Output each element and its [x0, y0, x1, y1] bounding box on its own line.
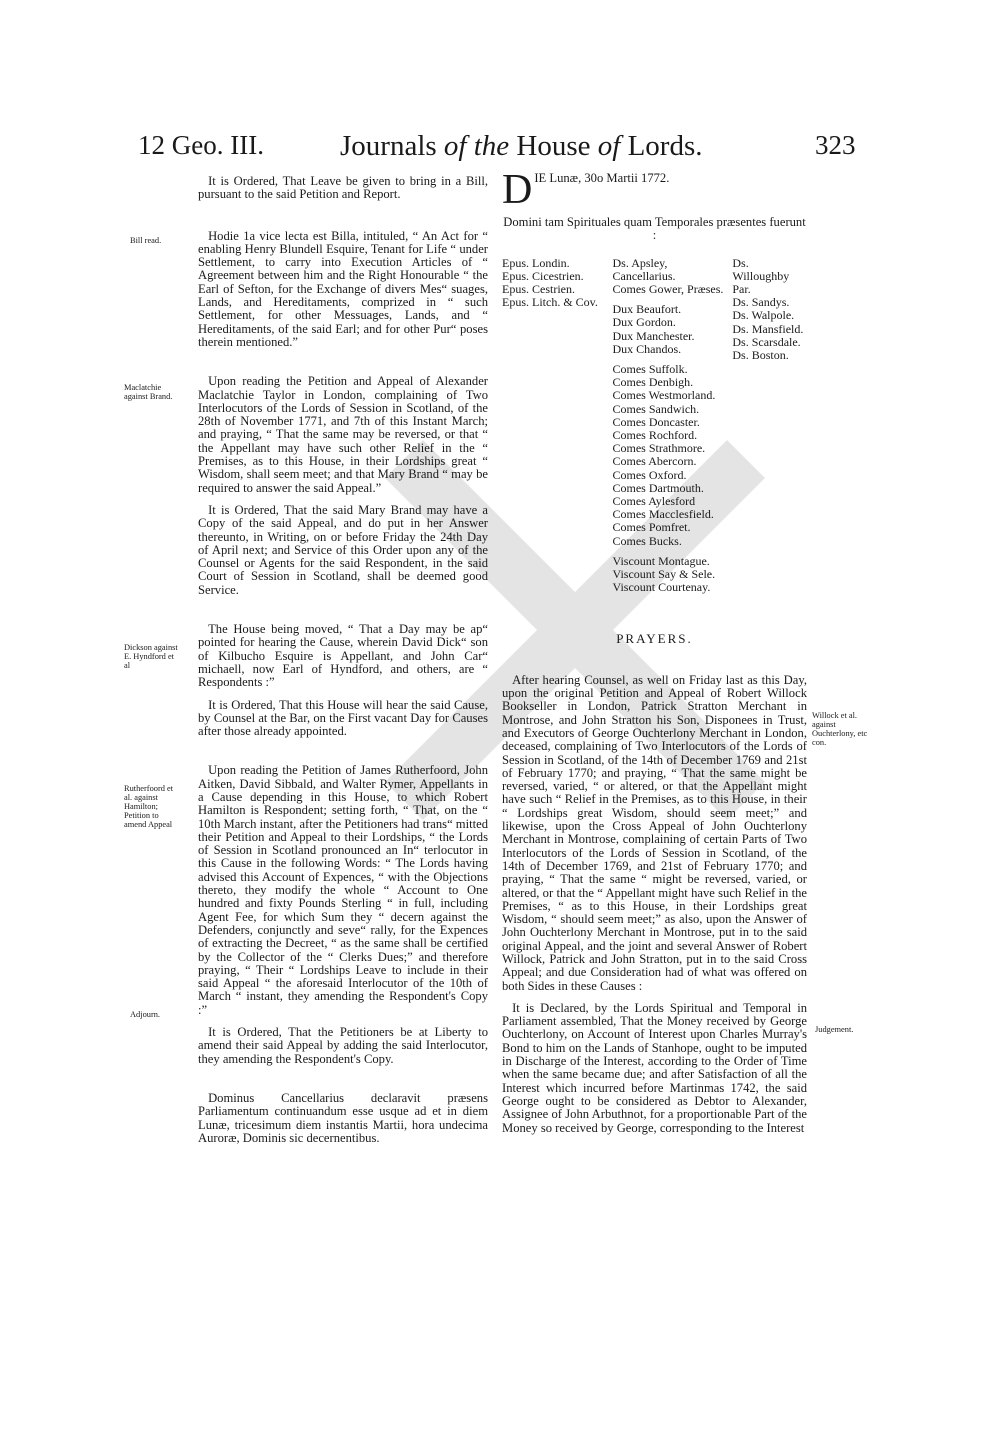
- maclatchie-paragraph-2: It is Ordered, That the said Mary Brand may have a Copy of the said Appeal, and do put in her Answer thereunto, in Writing, on or before Friday the 24th Day of April next; and Service of this Order upon any of the Counsel or Agents for the said Respondent, in the said Court of Session in Scotland, shall be deemed good Service.: [198, 502, 488, 597]
- list-item: Comes Gower, Præses.: [612, 282, 724, 296]
- right-column: [502, 167, 807, 1144]
- leave-paragraph: It is Ordered, That Leave be given to bring in a Bill, pursuant to the said Petition and Report.: [198, 174, 488, 202]
- list-item: Comes Sandwich.: [612, 401, 700, 416]
- margin-note-adjourn: Adjourn.: [130, 1010, 161, 1019]
- prayers-heading: PRAYERS.: [616, 631, 693, 647]
- list-item: Epus. Cicestrien.: [502, 268, 584, 283]
- temporal-lords-list: [613, 257, 727, 595]
- list-item: Ds. Scarsdale.: [732, 334, 801, 349]
- list-item: Viscount Montague.: [612, 553, 710, 568]
- list-item: Comes Suffolk.: [612, 362, 688, 377]
- list-item: Comes Denbigh.: [612, 375, 694, 390]
- title-of: of: [597, 130, 621, 162]
- bishops-list: [502, 257, 607, 595]
- list-item: Ds. Sandys.: [732, 295, 790, 310]
- list-item: Viscount Courtenay.: [612, 580, 711, 595]
- title-lords: Lords.: [627, 130, 703, 162]
- regnal-year: 12 Geo. III.: [138, 130, 264, 160]
- list-item: Comes Pomfret.: [612, 520, 691, 535]
- list-item: Ds. Willoughby Par.: [732, 255, 790, 296]
- list-item: Ds. Boston.: [732, 348, 789, 363]
- adjourn-paragraph: Dominus Cancellarius declaravit præsens Parliamentum continuandum esse usque ad et in diem Lunæ, tricesimum diem instantis Martii, hora undecima Auroræ, Dominis sic decernentibus.: [198, 1090, 488, 1145]
- list-item: Comes Macclesfield.: [612, 507, 714, 522]
- list-item: Epus. Londin.: [502, 255, 570, 270]
- left-column: [198, 175, 488, 1163]
- rutherfoord-paragraph-1: Upon reading the Petition of James Rutherfoord, John Aitken, David Sibbald, and Walter Rymer, Appellants in a Cause depending in this House, to which Robert Hamilton is Respondent; setting forth, “ That, on the “ 10th March instant, after the Petitioners had trans“ mitted their Petition and Appeal to their Lordships, “ the Lords of Session in Scotland pronounced an In“ terlocutor in this Cause in the following Words: “ The Lords having advised this Account of Expences, “ with the Objections thereto, they modify the whole “ Account to One hundred and fixty Pounds Sterling “ in full, including Agent Fee, for which Sum they “ decern against the Defenders, conjunctly and seve“ rally, for the Expences of extracting the Decreet, “ as the same shall be certified by the Collector of the “ Clerks Dues;” and therefore praying, “ Their “ Lordships Leave to include in their said Appeal “ the aforesaid Interlocutor of the 10th of March “ instant, they amending the Respondent's Copy :”: [198, 763, 488, 1017]
- list-item: Comes Strathmore.: [612, 441, 706, 456]
- list-item: Ds. Mansfield.: [732, 321, 804, 336]
- margin-note-maclatchie: Maclatchie against Brand.: [124, 383, 173, 401]
- attendance-heading: Domini tam Spirituales quam Temporales præsentes fuerunt :: [503, 215, 806, 243]
- margin-note-judgement: Judgement.: [815, 1025, 854, 1034]
- list-item: Dux Manchester.: [612, 328, 695, 343]
- list-item: Comes Bucks.: [612, 533, 682, 548]
- judgement-paragraph: It is Declared, by the Lords Spiritual and Temporal in Parliament assembled, That the Money received by George Ouchterlony, on Account of Interest upon Charles Murray's Bond to him on the Lands of Stanhope, ought to be imputed in Discharge of the Interest, according to the Order of Time when the same became due; and after Satisfaction of all the Interest which incurred before Martinmas 1742, the said George ought to be considered as Debtor to Alexander, Assignee of John Arbuthnot, for a proportionable Part of the Money so received by George, corresponding to the Interest: [502, 1000, 807, 1135]
- list-item: Comes Aylesford: [612, 494, 696, 509]
- willock-paragraph: After hearing Counsel, as well on Friday last as this Day, upon the original Petition and Appeal of Robert Willock Bookseller in London, Patrick Stratton Merchant in Montrose, and John Stratton his Son, Disponees in Trust, and Executors of George Ouchterlony Merchant in London, deceased, complaining of Two Interlocutors of the Lords of Session in Scotland, of the 14th of December 1769 and 21st of February 1770; and praying, “ That the same might be reversed, varied, “ or altered, or that the Appellant might have such “ Relief in the Premises, as to this House, in their “ Lordships great Wisdom, should seem meet;” and likewise, upon the Cross Appeal of John Ouchterlony Merchant in Montrose, complaining of certain Parts of Two Interlocutors of the Lords of Session in Scotland, of the 14th of December 1769, and 21st of February 1770; and praying, “ That the same “ might be reversed, varied, or altered, or that the “ Appellant might have such Relief in the Premises, “ as to this House, in their Lordships great Wisdom, “ should seem meet;” as also, upon the Answer of John Ouchterlony Merchant in Montrose, put in to the said original Appeal, and the joint and several Answer of Robert Willock, Patrick and John Stratton, put in to the said Cross Appeal; and due Consideration had of what was offered on both Sides in these Causes :: [502, 672, 807, 993]
- date-line: IE Lunæ, 30o Martii 1772.: [534, 171, 670, 185]
- list-item: Comes Rochford.: [612, 428, 698, 443]
- list-item: Comes Doncaster.: [612, 414, 700, 429]
- barons-list: [732, 257, 807, 595]
- page-number: 323: [815, 130, 856, 160]
- list-item: Ds. Apsley, Cancellarius.: [612, 255, 676, 283]
- list-item: Dux Gordon.: [612, 315, 676, 330]
- title-journals: Journals: [340, 130, 437, 162]
- list-item: Viscount Say & Sele.: [612, 567, 716, 582]
- list-item: Comes Oxford.: [612, 467, 687, 482]
- title-house: House: [516, 130, 591, 162]
- journal-title: [340, 130, 703, 163]
- margin-note-bill-read: Bill read.: [130, 236, 162, 245]
- list-item: Epus. Cestrien.: [502, 282, 575, 296]
- list-item: Comes Westmorland.: [612, 388, 716, 403]
- list-item: Comes Dartmouth.: [612, 480, 704, 495]
- margin-note-willock: Willock et al. against Ouchterlony, etc con.: [812, 711, 868, 747]
- margin-note-dickson: Dickson against E. Hyndford et al: [124, 643, 178, 670]
- drop-cap: D: [502, 167, 533, 213]
- bill-paragraph: Hodie 1a vice lecta est Billa, intituled, “ An Act for “ enabling Henry Blundell Esquire, Tenant for Life “ under Settlement, to carry into Execution Articles of “ Agreement between him and the Right Honourable “ the Earl of Sefton, for the Exchange of divers Mes“ suages, Lands, and Hereditaments, comprized in “ such Settlement, for other Messuages, Lands, and “ Hereditaments, of the said Earl; and for other Pur“ poses therein mentioned.”: [198, 228, 488, 349]
- title-of-the: of the: [443, 130, 510, 162]
- sitting-date: [502, 167, 807, 213]
- margin-note-rutherfoord: Rutherfoord et al. against Hamilton; Petition to amend Appeal: [124, 784, 174, 829]
- rutherfoord-paragraph-2: It is Ordered, That the Petitioners be at Liberty to amend their said Appeal by adding the said Interlocutor, they amending the Respondent's Copy.: [198, 1025, 488, 1066]
- list-item: Comes Abercorn.: [612, 454, 697, 469]
- list-item: Dux Chandos.: [612, 341, 682, 356]
- list-item: Ds. Walpole.: [732, 308, 795, 323]
- attendance-lists: [502, 257, 807, 595]
- dickson-paragraph-1: The House being moved, “ That a Day may be ap“ pointed for hearing the Cause, wherein David Dick“ son of Kilbucho Esquire is Appellant, and John Car“ michaell, now Earl of Hyndford, and others, are “ Respondents :”: [198, 622, 488, 690]
- list-item: Epus. Litch. & Cov.: [502, 295, 598, 310]
- dickson-paragraph-2: It is Ordered, That this House will hear the said Cause, by Counsel at the Bar, on the First vacant Day for Causes after those already appointed.: [198, 697, 488, 739]
- list-item: Dux Beaufort.: [612, 302, 682, 317]
- maclatchie-paragraph-1: Upon reading the Petition and Appeal of Alexander Maclatchie Taylor in London, complaining of Two Interlocutors of the Lords of Session in Scotland, of the 28th of November 1771, and 7th of this Instant March; and praying, “ That the same may be reversed, or that “ the Appellant may have such other Relief in the “ Premises, as to this House, in their Lordships great “ Wisdom, shall seem meet; and that Mary Brand “ may be required to answer the said Appeal.”: [198, 374, 488, 495]
